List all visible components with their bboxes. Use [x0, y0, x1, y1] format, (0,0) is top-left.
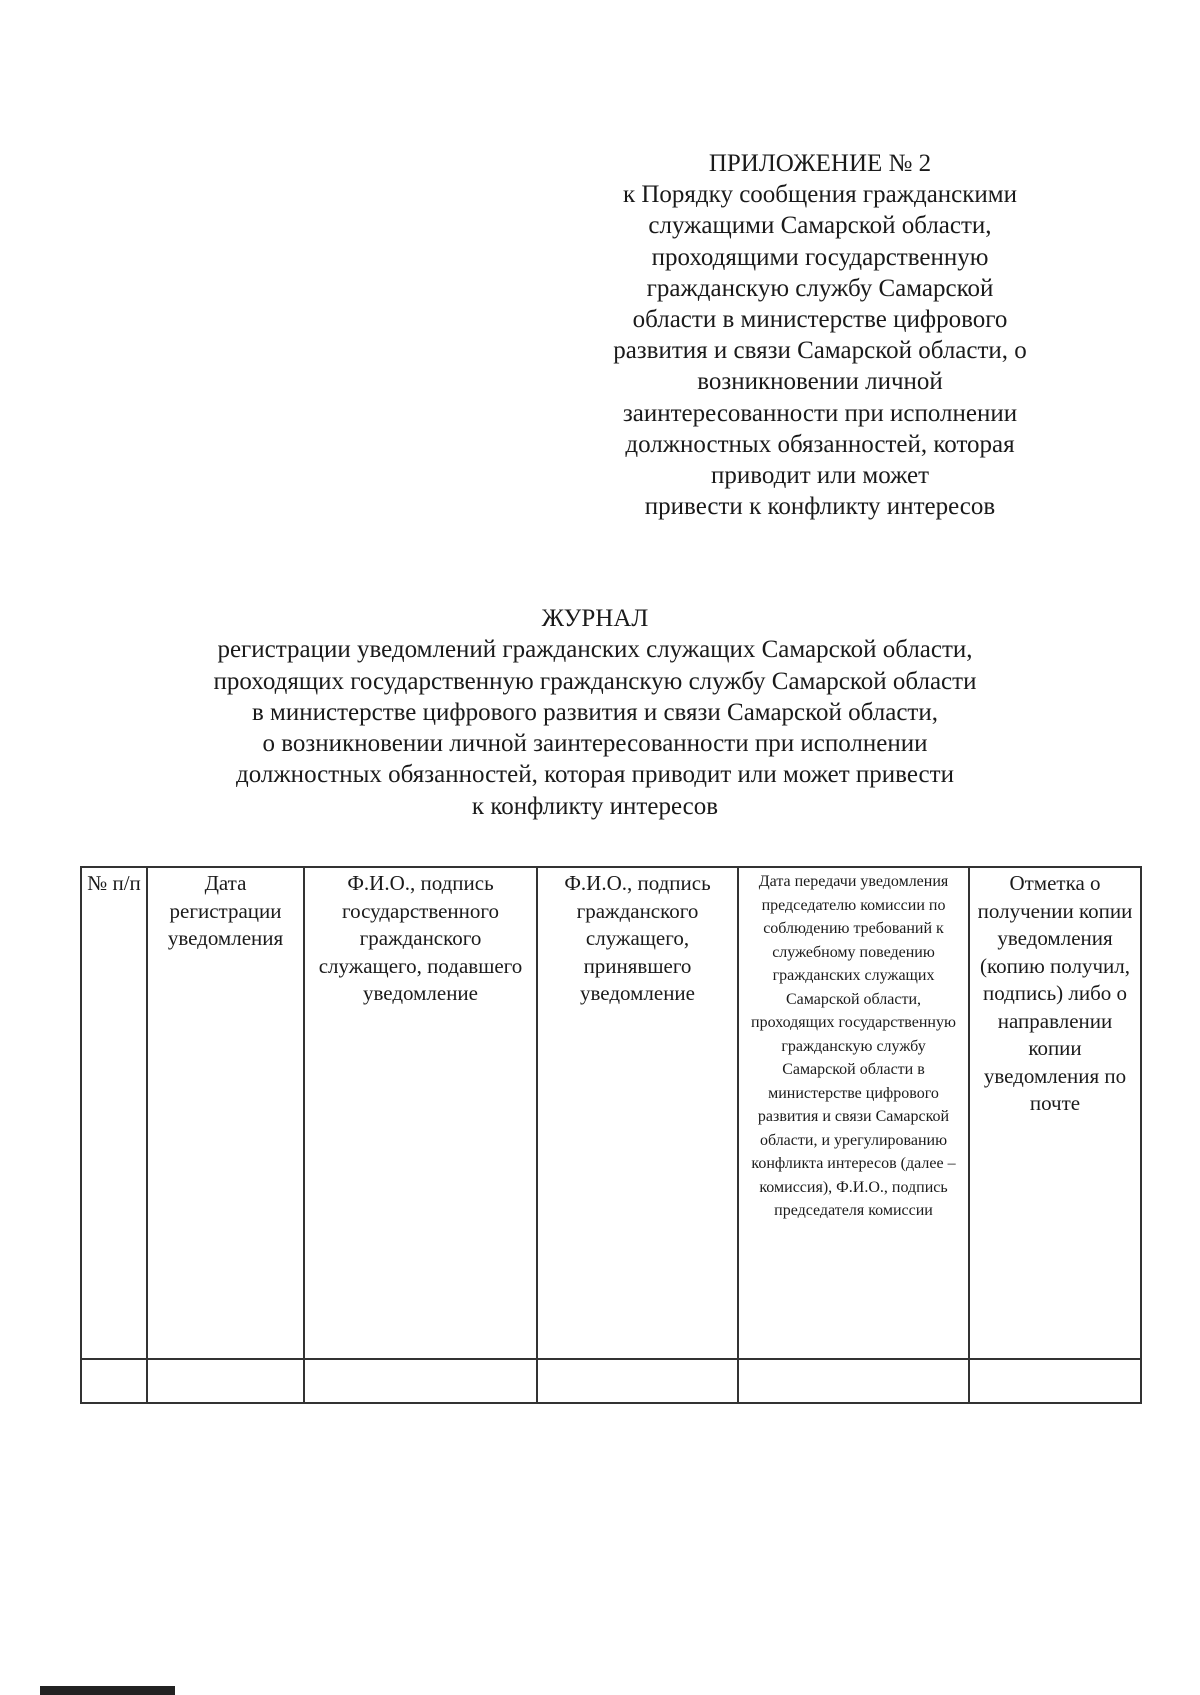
- column-header-registration-date: Дата регистрации уведомления: [147, 867, 304, 1359]
- appendix-title: ПРИЛОЖЕНИЕ № 2: [708, 150, 932, 177]
- journal-heading: [90, 603, 1100, 822]
- appendix-line: проходящими государственную: [651, 243, 989, 271]
- journal-subtitle-line: к конфликту интересов: [471, 792, 719, 820]
- journal-subtitle-line: в министерстве цифрового развития и связи Самарской области,: [252, 698, 938, 726]
- column-header-commission-transfer: Дата передачи уведомления председателю комиссии по соблюдению требований к служебному поведению гражданских служащих Самарской области, проходящих государственную гражданскую службу Самарской области в министерстве цифрового развития и связи Самарской области, и урегулированию конфликта интересов (далее – комиссия), Ф.И.О., подпись председателя комиссии: [738, 867, 969, 1359]
- appendix-block: [575, 148, 1065, 522]
- table-cell: [537, 1359, 738, 1403]
- appendix-line: заинтересованности при исполнении: [622, 399, 1018, 427]
- column-header-copy-receipt: Отметка о получении копии уведомления (копию получил, подпись) либо о направлении копии уведомления по почте: [969, 867, 1141, 1359]
- journal-subtitle-line: должностных обязанностей, которая приводит или может привести: [236, 761, 954, 789]
- table-cell: [969, 1359, 1141, 1403]
- journal-subtitle-line: регистрации уведомлений гражданских служащих Самарской области,: [217, 636, 973, 664]
- appendix-line: приводит или может: [710, 462, 930, 490]
- table-cell: [81, 1359, 147, 1403]
- appendix-line: возникновении личной: [697, 368, 943, 396]
- appendix-line: служащими Самарской области,: [648, 212, 992, 240]
- journal-subtitle-line: о возникновении личной заинтересованности при исполнении: [262, 730, 928, 758]
- register-table: [80, 866, 1142, 1404]
- journal-title: ЖУРНАЛ: [541, 605, 649, 632]
- appendix-line: должностных обязанностей, которая: [625, 430, 1015, 458]
- column-header-number: № п/п: [81, 867, 147, 1359]
- table-cell: [738, 1359, 969, 1403]
- appendix-line: привести к конфликту интересов: [644, 493, 996, 521]
- column-header-submitter: Ф.И.О., подпись государственного гражданского служащего, подавшего уведомление: [304, 867, 537, 1359]
- table-row: [81, 1359, 1141, 1403]
- appendix-line: области в министерстве цифрового: [632, 306, 1008, 334]
- appendix-line: развития и связи Самарской области, о: [613, 337, 1027, 365]
- table-cell: [304, 1359, 537, 1403]
- appendix-line: к Порядку сообщения гражданскими: [622, 181, 1018, 209]
- appendix-line: гражданскую службу Самарской: [646, 274, 994, 302]
- column-header-receiver: Ф.И.О., подпись гражданского служащего, принявшего уведомление: [537, 867, 738, 1359]
- table-cell: [147, 1359, 304, 1403]
- page-edge-mark: [40, 1686, 175, 1695]
- table-header-row: [81, 867, 1141, 1359]
- journal-subtitle-line: проходящих государственную гражданскую службу Самарской области: [213, 667, 977, 695]
